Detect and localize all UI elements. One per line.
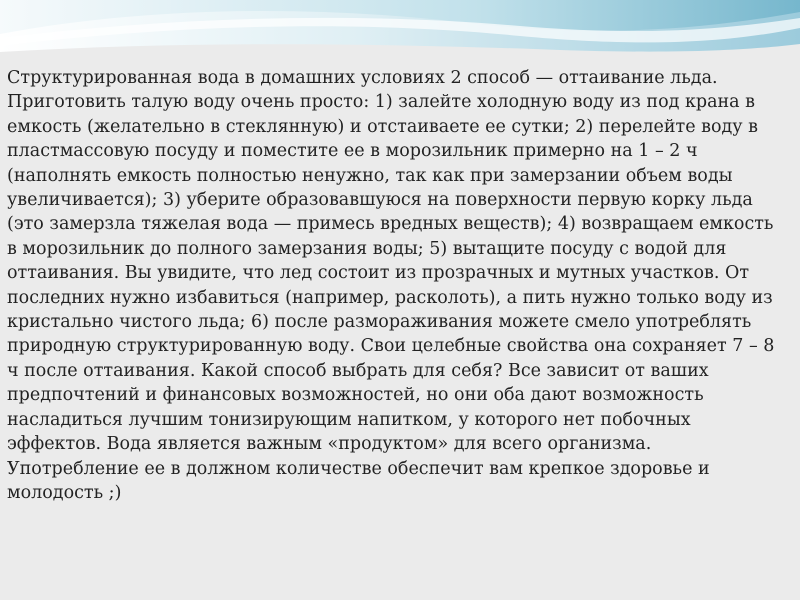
header-wave-decoration <box>0 0 800 60</box>
slide-body-text: Структурированная вода в домашних условиях 2 способ — оттаивание льда. Приготовить талую воду очень просто: 1) залейте холодную воду из под крана в емкость (желательно в стеклянную) и отстаиваете ее сутки; 2) перелейте воду в пластмассовую посуду и поместите ее в морозильник примерно на 1 – 2 ч (наполнять емкость полностью ненужно, так как при замерзании объем воды увеличивается); 3) уберите образовавшуюся на поверхности первую корку льда (это замерзла тяжелая вода — примесь вредных веществ); 4) возвращаем емкость в морозильник до полного замерзания воды; 5) вытащите посуду с водой для оттаивания. Вы увидите, что лед состоит из прозрачных и мутных участков. От последних нужно избавиться (например, расколоть), а пить нужно только воду из кристально чистого льда; 6) после размораживания можете смело употреблять природную структурированную воду. Свои целебные свойства она сохраняет 7 – 8 ч после оттаивания. Какой способ выбрать для себя? Все зависит от ваших предпочтений и финансовых возможностей, но они оба дают возможность насладиться лучшим тонизирующим напитком, у которого нет побочных эффектов. Вода является важным «продуктом» для всего организма. Употребление ее в должном количестве обеспечит вам крепкое здоровье и молодость ;) <box>7 68 775 503</box>
